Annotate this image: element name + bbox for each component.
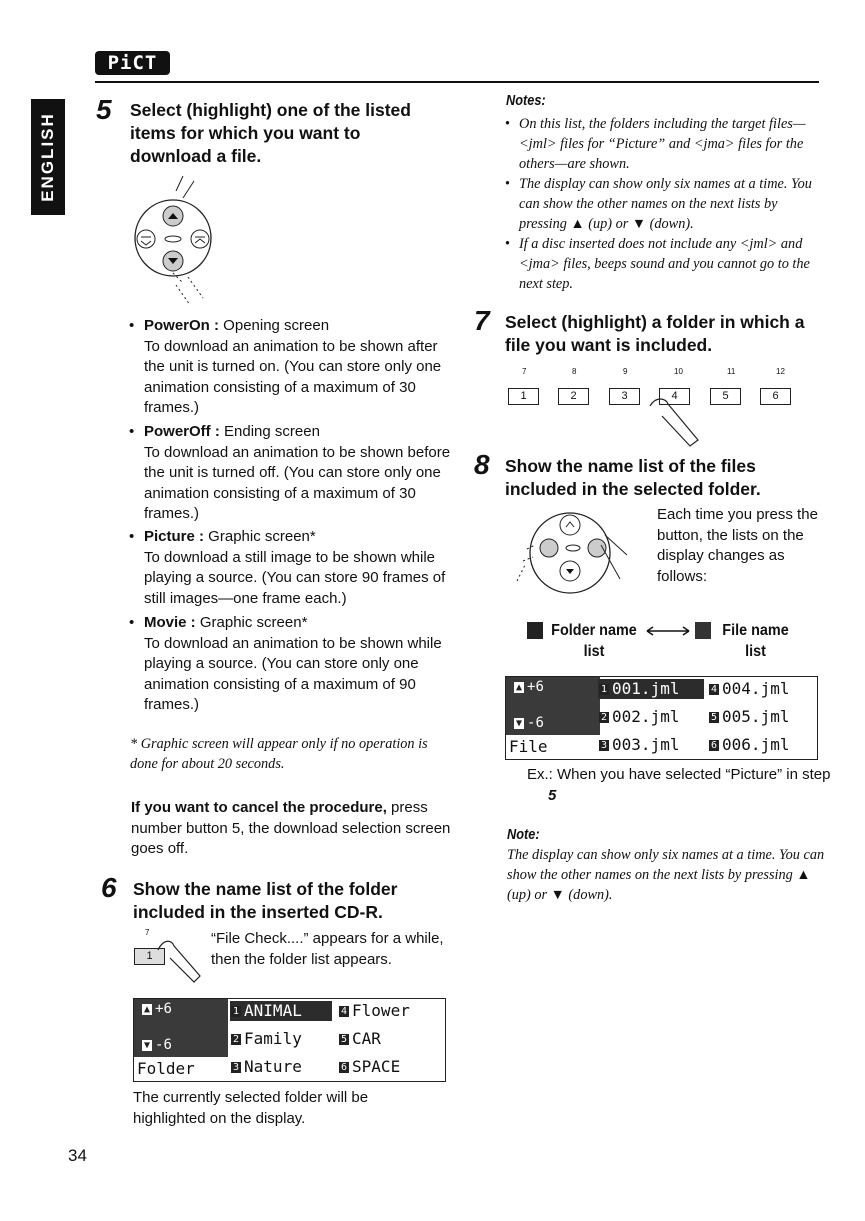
step-6-desc: “File Check....” appears for a while, then the folder list appears.: [211, 930, 444, 968]
file-list-display: [505, 676, 818, 760]
key-number: 9: [623, 367, 628, 376]
next-button-icon: [588, 539, 606, 557]
bullet-label: PowerOn :: [144, 317, 220, 334]
example-step: 5: [548, 786, 557, 804]
control-pad-illustration: [505, 505, 655, 600]
note-item: • If a disc inserted does not include any <jml> and <jma> files, beeps sound and you cannot go to the next step.: [505, 236, 810, 292]
step-6-number: 6: [101, 872, 117, 903]
notes-list: [505, 114, 823, 294]
flow-left-label: Folder name list: [551, 622, 637, 660]
cancel-rest: press number button 5, the download selection screen goes off.: [131, 799, 451, 857]
example-caption: [527, 765, 838, 806]
folder-entry: 5 CAR: [341, 1029, 381, 1048]
bullet-heading: Graphic screen*: [195, 614, 308, 631]
folder-entry: 6 SPACE: [341, 1057, 401, 1076]
bullet-desc: To download an animation to be shown while playing a source. (You can store only one animation consisting of a maximum of 90 frames.): [144, 634, 442, 713]
key-2-button: 2: [558, 388, 589, 405]
folder-icon: [527, 622, 543, 639]
key-number: 12: [776, 367, 785, 376]
up-button-icon: [560, 515, 580, 535]
bullet-movie: • Movie : Graphic screen* To download an animation to be shown while playing a source. (You can store only one animation consisting of a maximum of 90 frames.): [129, 614, 442, 713]
pict-logo: PiCT: [95, 51, 170, 75]
finger-icon: [644, 396, 704, 448]
step-7-title: Select (highlight) a folder in which a file you want is included.: [505, 312, 805, 355]
key-number: 8: [572, 367, 577, 376]
display-minus: ▼ -6: [516, 715, 544, 731]
file-icon: [695, 622, 711, 639]
note-item: • On this list, the folders including the target files—<jml> files for “Picture” and <jma> files for the others—are shown.: [505, 116, 806, 172]
page-number: 34: [68, 1146, 87, 1165]
step-5-number: 5: [96, 94, 112, 125]
note-item: • The display can show only six names at a time. You can show the other names on the next lists by pressing ▲ (up) or ▼ (down).: [505, 176, 812, 232]
bullet-desc: To download an animation to be shown before the unit is turned off. (You can store only one animation consisting of a maximum of 30 frames.): [144, 443, 451, 522]
file-entry: 1 001.jml: [601, 679, 680, 698]
folder-entry: 3 Nature: [233, 1057, 302, 1076]
key-number: 7: [145, 928, 150, 937]
finger-icon: [150, 936, 205, 986]
footnote: * Graphic screen will appear only if no operation is done for about 20 seconds.: [130, 736, 428, 772]
key-6-button: 6: [760, 388, 791, 405]
display-minus: ▼ -6: [144, 1037, 172, 1053]
header-rule: [95, 81, 819, 83]
key-1-button: 1: [508, 388, 539, 405]
bullet-heading: Graphic screen*: [204, 528, 316, 545]
step-5-title: Select (highlight) one of the listed items for which you want to download a file.: [130, 100, 411, 166]
notes-title: Notes:: [506, 92, 546, 109]
key-5-button: 5: [710, 388, 741, 405]
list-toggle-flow: [527, 620, 827, 664]
step-7-number: 7: [474, 305, 490, 336]
bullet-poweron: • PowerOn : Opening screen To download an animation to be shown after the unit is turned on. (You can store only one animation consisting of a maximum of 30 frames.): [129, 317, 442, 416]
folder-entry: 1 ANIMAL: [233, 1001, 302, 1020]
control-pad-illustration: [128, 173, 228, 308]
file-entry: 4 004.jml: [711, 679, 790, 698]
key-number: 10: [674, 367, 683, 376]
key-1-button: 1: [134, 948, 165, 965]
cancel-procedure-text: [131, 798, 456, 860]
note-title: Note:: [507, 826, 540, 843]
bullet-picture: • Picture : Graphic screen* To download a still image to be shown while playing a source. (You can store 90 frames of still images—one frame each.): [129, 528, 446, 607]
double-arrow-icon: [645, 626, 691, 636]
bullet-heading: Ending screen: [219, 423, 320, 440]
bullet-label: PowerOff :: [144, 423, 220, 440]
display-mode: File: [509, 737, 548, 756]
flow-right-label: File name list: [722, 622, 789, 660]
file-entry: 5 005.jml: [711, 707, 790, 726]
folder-entry: 2 Family: [233, 1029, 302, 1048]
bullet-label: Movie :: [144, 614, 196, 631]
key-4-button: 4: [659, 388, 690, 405]
folder-entry: 4 Flower: [341, 1001, 410, 1020]
step-8-desc: Each time you press the button, the lists on the display changes as follows:: [657, 506, 818, 585]
display-mode: Folder: [137, 1059, 195, 1078]
step-8-title: Show the name list of the files included in the selected folder.: [505, 456, 761, 499]
file-entry: 3 003.jml: [601, 735, 680, 754]
key-number: 11: [727, 367, 736, 376]
example-prefix: Ex.: When you have selected “Picture” in step: [527, 766, 831, 783]
display-plus: ▲ +6: [516, 679, 544, 695]
key-3-button: 3: [609, 388, 640, 405]
step-6-title: Show the name list of the folder included in the inserted CD-R.: [133, 879, 398, 922]
language-tab: [31, 99, 65, 215]
folder-list-display: [133, 998, 446, 1082]
file-entry: 6 006.jml: [711, 735, 790, 754]
cancel-bold: If you want to cancel the procedure,: [131, 799, 387, 816]
key-number: 7: [522, 367, 527, 376]
bullet-desc: To download an animation to be shown after the unit is turned on. (You can store only one animation consisting of a maximum of 30 frames.): [144, 337, 442, 416]
step-8-number: 8: [474, 449, 490, 480]
display-plus: ▲ +6: [144, 1001, 172, 1017]
bullet-label: Picture :: [144, 528, 205, 545]
bullet-poweroff: • PowerOff : Ending screen To download an animation to be shown before the unit is turned off. (You can store only one animation consisting of a maximum of 30 frames.): [129, 423, 451, 522]
bullet-heading: Opening screen: [219, 317, 330, 334]
file-entry: 2 002.jml: [601, 707, 680, 726]
bullet-desc: To download a still image to be shown while playing a source. (You can store 90 frames of still images—one frame each.): [144, 548, 446, 607]
note-text: The display can show only six names at a time. You can show the other names on the next lists by pressing ▲ (up) or ▼ (down).: [507, 847, 825, 903]
language-tab-label: ENGLISH: [38, 112, 57, 202]
step-6-caption: The currently selected folder will be highlighted on the display.: [133, 1089, 369, 1127]
prev-button-icon: [540, 539, 558, 557]
